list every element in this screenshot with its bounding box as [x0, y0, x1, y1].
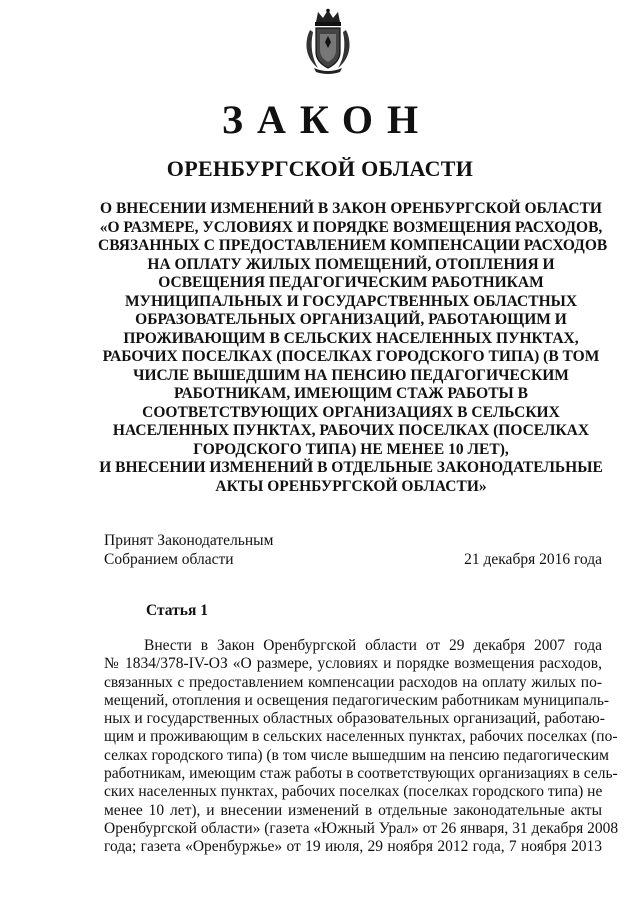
body-line: щим и проживающим в сельских населенных пунктах, рабочих поселках (по-: [104, 728, 618, 746]
adoption-line: Принят Законодательным: [104, 532, 274, 549]
adoption-line: Собранием области: [104, 550, 234, 568]
subject-line: ОБРАЗОВАТЕЛЬНЫХ ОРГАНИЗАЦИЙ, РАБОТАЮЩИМ И: [135, 311, 567, 328]
subject-line: АКТЫ ОРЕНБУРГСКОЙ ОБЛАСТИ»: [215, 477, 487, 495]
law-title: ЗАКОН: [221, 97, 433, 142]
subject-line: НА ОПЛАТУ ЖИЛЫХ ПОМЕЩЕНИЙ, ОТОПЛЕНИЯ И: [147, 255, 555, 273]
subject-line: ОСВЕЩЕНИЯ ПЕДАГОГИЧЕСКИМ РАБОТНИКАМ: [158, 274, 544, 291]
body-line: мещений, отопления и освещения педагогическим работникам муниципаль-: [104, 691, 610, 709]
subject-line: РАБОЧИХ ПОСЕЛКАХ (ПОСЕЛКАХ ГОРОДСКОГО ТИПА) (В ТОМ: [102, 348, 600, 365]
article-body: [104, 637, 619, 857]
body-line: ских населенных пунктах, рабочих поселках (поселках городского типа) не: [104, 783, 603, 801]
article-heading: Статья 1: [146, 602, 208, 619]
region-title: ОРЕНБУРГСКОЙ ОБЛАСТИ: [166, 156, 474, 181]
body-line: года; газета «Оренбуржье» от 19 июля, 29 ноября 2012 года, 7 ноября 2013: [104, 838, 602, 856]
body-line: ных и государственных областных образовательных организаций, работаю-: [104, 710, 605, 728]
body-line: селках городского типа) (в том числе вышедшим на пенсию педагогическим: [104, 746, 609, 764]
body-line: № 1834/378-IV-ОЗ «О размере, условиях и порядке возмещения расходов,: [104, 655, 602, 673]
adoption-date: 21 декабря 2016 года: [464, 550, 602, 568]
subject-line: И ВНЕСЕНИИ ИЗМЕНЕНИЙ В ОТДЕЛЬНЫЕ ЗАКОНОДАТЕЛЬНЫЕ: [99, 459, 603, 476]
subject-line: СВЯЗАННЫХ С ПРЕДОСТАВЛЕНИЕМ КОМПЕНСАЦИИ РАСХОДОВ: [98, 237, 608, 254]
subject-line: ЧИСЛЕ ВЫШЕДШИМ НА ПЕНСИЮ ПЕДАГОГИЧЕСКИМ: [133, 366, 569, 384]
subject-line: О ВНЕСЕНИИ ИЗМЕНЕНИЙ В ЗАКОН ОРЕНБУРГСКОЙ ОБЛАСТИ: [100, 200, 602, 217]
subject-line: МУНИЦИПАЛЬНЫХ И ГОСУДАРСТВЕННЫХ ОБЛАСТНЫХ: [124, 292, 578, 310]
subject-line: НАСЕЛЕННЫХ ПУНКТАХ, РАБОЧИХ ПОСЕЛКАХ (ПОСЕЛКАХ: [112, 422, 590, 439]
law-subject: [98, 200, 608, 496]
adoption-body: [104, 532, 273, 569]
body-line: Внести в Закон Оренбургской области от 29 декабря 2007 года: [144, 637, 602, 654]
body-line: связанных с предоставлением компенсации расходов на оплату жилых по-: [104, 673, 602, 691]
subject-line: ПРОЖИВАЮЩИМ В СЕЛЬСКИХ НАСЕЛЕННЫХ ПУНКТАХ,: [123, 329, 579, 347]
body-line: работникам, имеющим стаж работы в соответствующих организациях в сель-: [104, 765, 618, 783]
subject-line: «О РАЗМЕРЕ, УСЛОВИЯХ И ПОРЯДКЕ ВОЗМЕЩЕНИЯ РАСХОДОВ,: [99, 218, 603, 236]
subject-line: СООТВЕТСТВУЮЩИХ ОРГАНИЗАЦИЯХ В СЕЛЬСКИХ: [142, 403, 560, 421]
subject-line: ГОРОДСКОГО ТИПА) НЕ МЕНЕЕ 10 ЛЕТ),: [193, 440, 509, 458]
coat-of-arms-icon: [302, 8, 354, 74]
body-line: Оренбургской области» (газета «Южный Урал» от 26 января, 31 декабря 2008: [104, 819, 619, 837]
subject-line: РАБОТНИКАМ, ИМЕЮЩИМ СТАЖ РАБОТЫ В: [173, 385, 528, 402]
body-line: менее 10 лет), и внесении изменений в отдельные законодательные акты: [104, 801, 602, 819]
